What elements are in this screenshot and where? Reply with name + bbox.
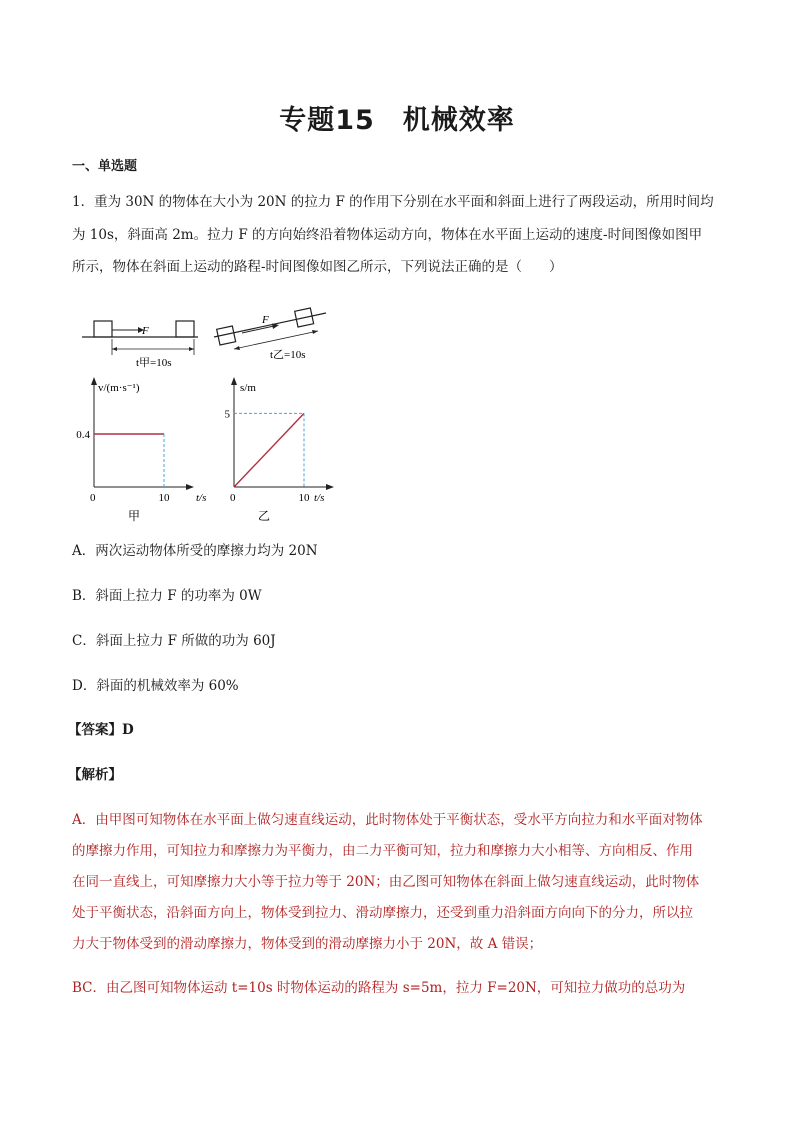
analysis-line-3: 在同一直线上，可知摩擦力大小等于拉力等于 20N；由乙图可知物体在斜面上做匀速直线运动，此时物体 [72, 874, 700, 890]
page-title: 专题15 机械效率 [279, 105, 515, 136]
time-label-yi: t乙=10s [270, 349, 306, 361]
analysis-line-4: 处于平衡状态，沿斜面方向上，物体受到拉力、滑动摩擦力，还受到重力沿斜面方向向下的分力，所以拉 [72, 905, 693, 921]
chart-jia [76, 377, 206, 523]
chart-jia-ytick: 0.4 [76, 429, 90, 441]
question-line-3: 所示，物体在斜面上运动的路程-时间图像如图乙所示，下列说法正确的是（ ） [72, 259, 563, 275]
chart-yi-xlabel: t/s [314, 492, 325, 504]
option-b: B．斜面上拉力 F 的功率为 0W [72, 588, 262, 604]
horizontal-surface-diagram [82, 321, 198, 369]
chart-yi-series-line [234, 413, 304, 487]
analysis-label: 【解析】 [68, 767, 122, 783]
answer-label: 【答案】D [68, 722, 134, 738]
question-figure [76, 305, 350, 523]
option-c: C．斜面上拉力 F 所做的功为 60J [72, 633, 276, 649]
chart-yi-ytick: 5 [224, 408, 230, 421]
chart-jia-caption: 甲 [128, 509, 141, 523]
incline-force-label: F [262, 314, 269, 326]
chart-yi-origin: 0 [230, 492, 236, 504]
chart-jia-ylabel: v/(m·s⁻¹) [98, 382, 140, 394]
chart-yi-ylabel: s/m [240, 382, 256, 394]
analysis-line-6: BC．由乙图可知物体运动 t=10s 时物体运动的路程为 s=5m，拉力 F=20N，可知拉力做功的总功为 [72, 980, 686, 996]
block-end [176, 321, 194, 337]
chart-yi-caption: 乙 [258, 509, 271, 523]
analysis-line-5: 力大于物体受到的滑动摩擦力，物体受到的滑动摩擦力小于 20N，故 A 错误； [72, 936, 543, 952]
option-a: A．两次运动物体所受的摩擦力均为 20N [72, 543, 318, 559]
chart-yi-xtick: 10 [298, 492, 310, 504]
chart-jia-origin: 0 [90, 492, 96, 504]
time-label-jia: t甲=10s [136, 357, 172, 369]
section-heading: 一、单选题 [72, 159, 138, 174]
question-line-2: 为 10s，斜面高 2m。拉力 F 的方向始终沿着物体运动方向，物体在水平面上运动的速度-时间图像如图甲 [72, 227, 703, 243]
force-label: F [142, 325, 149, 337]
chart-yi [225, 377, 335, 523]
chart-jia-xlabel: t/s [196, 492, 207, 504]
incline-diagram [214, 308, 326, 361]
analysis-line-1: A．由甲图可知物体在水平面上做匀速直线运动，此时物体处于平衡状态，受水平方向拉力和水平面对物体 [72, 812, 703, 828]
analysis-line-2: 的摩擦力作用，可知拉力和摩擦力为平衡力，由二力平衡可知，拉力和摩擦力大小相等、方向相反、作用 [72, 843, 693, 859]
option-d: D．斜面的机械效率为 60% [72, 678, 239, 694]
block-start [94, 321, 112, 337]
chart-jia-xtick: 10 [158, 492, 170, 504]
question-line-1: 1．重为 30N 的物体在大小为 20N 的拉力 F 的作用下分别在水平面和斜面上进行了两段运动，所用时间均 [72, 194, 714, 210]
